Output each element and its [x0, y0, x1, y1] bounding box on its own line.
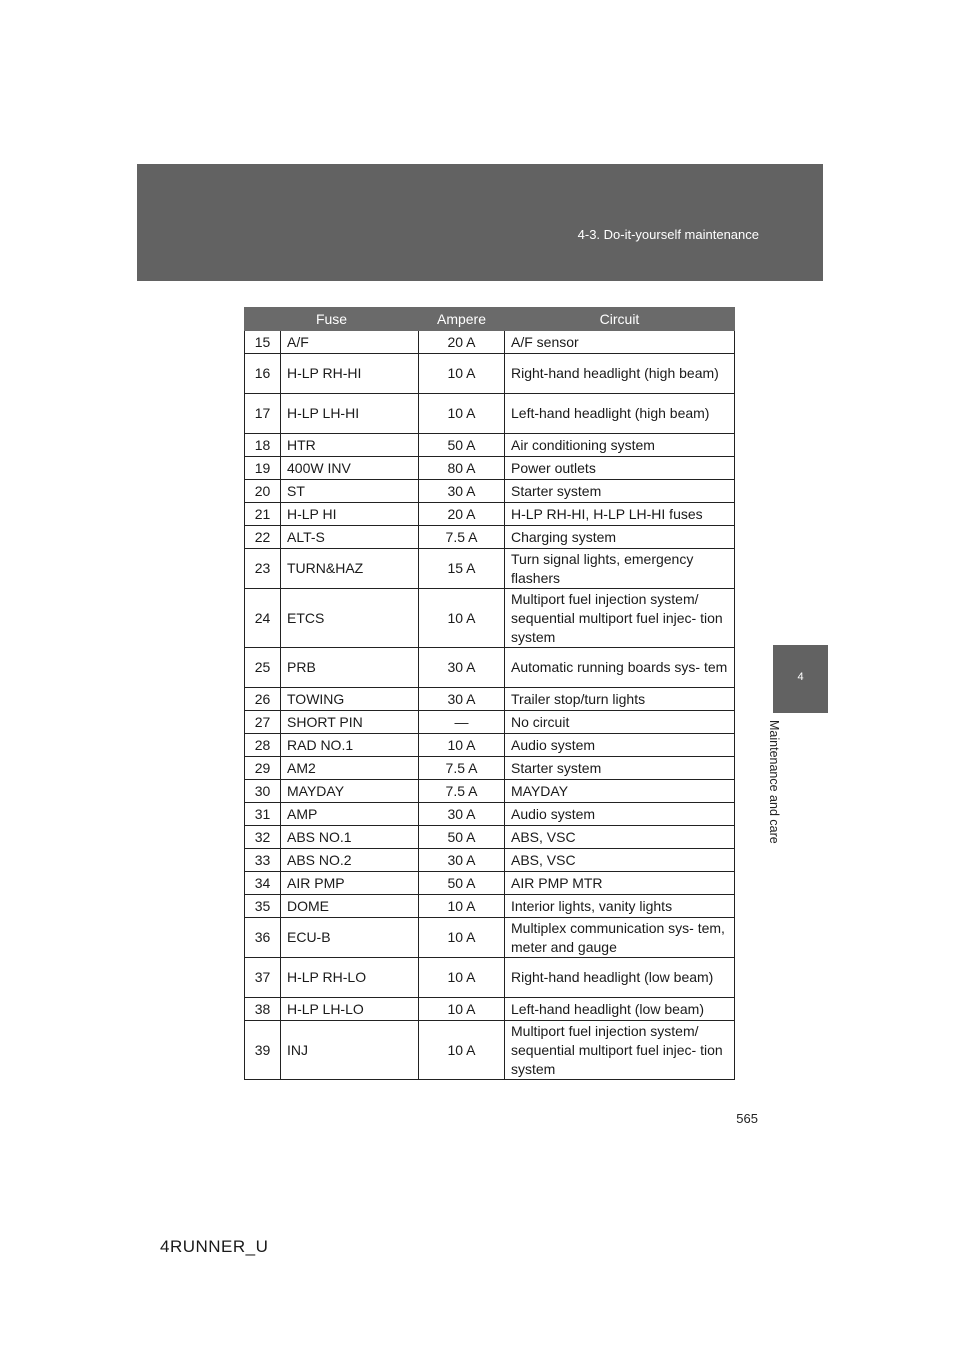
- column-header-fuse: Fuse: [245, 308, 419, 331]
- table-row: [245, 549, 735, 589]
- ampere-cell: 20 A: [419, 503, 505, 526]
- fuse-number-cell: 39: [245, 1021, 281, 1080]
- ampere-cell: 80 A: [419, 457, 505, 480]
- circuit-cell: Multiplex communication sys- tem, meter and gauge: [505, 918, 735, 958]
- circuit-cell: Automatic running boards sys- tem: [505, 648, 735, 688]
- fuse-number-cell: 24: [245, 589, 281, 648]
- circuit-cell: AIR PMP MTR: [505, 872, 735, 895]
- table-row: [245, 849, 735, 872]
- circuit-cell: Trailer stop/turn lights: [505, 688, 735, 711]
- circuit-cell: Turn signal lights, emergency flashers: [505, 549, 735, 589]
- table-row: [245, 331, 735, 354]
- ampere-cell: 10 A: [419, 895, 505, 918]
- fuse-number-cell: 36: [245, 918, 281, 958]
- ampere-cell: 10 A: [419, 918, 505, 958]
- fuse-name-cell: ST: [281, 480, 419, 503]
- fuse-name-cell: ECU-B: [281, 918, 419, 958]
- fuse-number-cell: 28: [245, 734, 281, 757]
- circuit-cell: Multiport fuel injection system/ sequential multiport fuel injec- tion system: [505, 1021, 735, 1080]
- fuse-number-cell: 21: [245, 503, 281, 526]
- fuse-table-body: [245, 331, 735, 1080]
- fuse-name-cell: TURN&HAZ: [281, 549, 419, 589]
- fuse-name-cell: A/F: [281, 331, 419, 354]
- table-row: [245, 734, 735, 757]
- fuse-number-cell: 16: [245, 354, 281, 394]
- fuse-name-cell: H-LP RH-LO: [281, 958, 419, 998]
- table-row: [245, 1021, 735, 1080]
- ampere-cell: 10 A: [419, 394, 505, 434]
- ampere-cell: —: [419, 711, 505, 734]
- fuse-name-cell: INJ: [281, 1021, 419, 1080]
- fuse-name-cell: RAD NO.1: [281, 734, 419, 757]
- circuit-cell: Starter system: [505, 480, 735, 503]
- fuse-name-cell: ABS NO.2: [281, 849, 419, 872]
- fuse-number-cell: 29: [245, 757, 281, 780]
- circuit-cell: Power outlets: [505, 457, 735, 480]
- table-row: [245, 480, 735, 503]
- fuse-table: [244, 307, 735, 1080]
- fuse-number-cell: 37: [245, 958, 281, 998]
- ampere-cell: 15 A: [419, 549, 505, 589]
- ampere-cell: 50 A: [419, 872, 505, 895]
- table-row: [245, 780, 735, 803]
- table-row: [245, 711, 735, 734]
- table-row: [245, 354, 735, 394]
- table-row: [245, 526, 735, 549]
- table-row: [245, 503, 735, 526]
- ampere-cell: 30 A: [419, 849, 505, 872]
- fuse-name-cell: H-LP RH-HI: [281, 354, 419, 394]
- fuse-name-cell: 400W INV: [281, 457, 419, 480]
- ampere-cell: 10 A: [419, 1021, 505, 1080]
- fuse-number-cell: 27: [245, 711, 281, 734]
- table-row: [245, 589, 735, 648]
- circuit-cell: Multiport fuel injection system/ sequential multiport fuel injec- tion system: [505, 589, 735, 648]
- fuse-name-cell: H-LP LH-LO: [281, 998, 419, 1021]
- header-band: [137, 164, 823, 281]
- table-row: [245, 872, 735, 895]
- ampere-cell: 10 A: [419, 354, 505, 394]
- fuse-name-cell: TOWING: [281, 688, 419, 711]
- fuse-number-cell: 31: [245, 803, 281, 826]
- fuse-name-cell: SHORT PIN: [281, 711, 419, 734]
- column-header-ampere: Ampere: [419, 308, 505, 331]
- table-row: [245, 895, 735, 918]
- table-row: [245, 688, 735, 711]
- fuse-number-cell: 17: [245, 394, 281, 434]
- ampere-cell: 30 A: [419, 688, 505, 711]
- chapter-label: Maintenance and care: [767, 720, 781, 844]
- circuit-cell: ABS, VSC: [505, 826, 735, 849]
- fuse-name-cell: DOME: [281, 895, 419, 918]
- fuse-number-cell: 33: [245, 849, 281, 872]
- table-row: [245, 998, 735, 1021]
- fuse-number-cell: 22: [245, 526, 281, 549]
- fuse-name-cell: MAYDAY: [281, 780, 419, 803]
- table-row: [245, 826, 735, 849]
- table-row: [245, 648, 735, 688]
- table-row: [245, 918, 735, 958]
- fuse-number-cell: 20: [245, 480, 281, 503]
- fuse-number-cell: 15: [245, 331, 281, 354]
- fuse-number-cell: 18: [245, 434, 281, 457]
- table-row: [245, 434, 735, 457]
- circuit-cell: Interior lights, vanity lights: [505, 895, 735, 918]
- fuse-number-cell: 19: [245, 457, 281, 480]
- fuse-number-cell: 25: [245, 648, 281, 688]
- fuse-number-cell: 38: [245, 998, 281, 1021]
- table-row: [245, 757, 735, 780]
- ampere-cell: 50 A: [419, 434, 505, 457]
- table-row: [245, 958, 735, 998]
- circuit-cell: Charging system: [505, 526, 735, 549]
- circuit-cell: A/F sensor: [505, 331, 735, 354]
- fuse-number-cell: 23: [245, 549, 281, 589]
- fuse-name-cell: AMP: [281, 803, 419, 826]
- ampere-cell: 10 A: [419, 998, 505, 1021]
- circuit-cell: ABS, VSC: [505, 849, 735, 872]
- ampere-cell: 10 A: [419, 958, 505, 998]
- circuit-cell: Right-hand headlight (low beam): [505, 958, 735, 998]
- fuse-name-cell: H-LP HI: [281, 503, 419, 526]
- fuse-name-cell: ALT-S: [281, 526, 419, 549]
- ampere-cell: 30 A: [419, 648, 505, 688]
- ampere-cell: 50 A: [419, 826, 505, 849]
- footer-model-code: 4RUNNER_U: [160, 1237, 269, 1256]
- ampere-cell: 30 A: [419, 480, 505, 503]
- fuse-number-cell: 35: [245, 895, 281, 918]
- circuit-cell: Left-hand headlight (low beam): [505, 998, 735, 1021]
- fuse-name-cell: H-LP LH-HI: [281, 394, 419, 434]
- circuit-cell: Audio system: [505, 734, 735, 757]
- fuse-number-cell: 32: [245, 826, 281, 849]
- ampere-cell: 30 A: [419, 803, 505, 826]
- circuit-cell: Right-hand headlight (high beam): [505, 354, 735, 394]
- fuse-name-cell: ETCS: [281, 589, 419, 648]
- column-header-circuit: Circuit: [505, 308, 735, 331]
- chapter-label-wrap: [757, 720, 805, 900]
- section-title: 4-3. Do-it-yourself maintenance: [577, 227, 759, 242]
- fuse-name-cell: HTR: [281, 434, 419, 457]
- fuse-name-cell: AIR PMP: [281, 872, 419, 895]
- circuit-cell: MAYDAY: [505, 780, 735, 803]
- table-row: [245, 394, 735, 434]
- fuse-number-cell: 30: [245, 780, 281, 803]
- circuit-cell: No circuit: [505, 711, 735, 734]
- fuse-name-cell: ABS NO.1: [281, 826, 419, 849]
- circuit-cell: Air conditioning system: [505, 434, 735, 457]
- circuit-cell: Left-hand headlight (high beam): [505, 394, 735, 434]
- page-number: 565: [736, 1111, 758, 1126]
- fuse-name-cell: AM2: [281, 757, 419, 780]
- ampere-cell: 7.5 A: [419, 526, 505, 549]
- table-row: [245, 457, 735, 480]
- chapter-tab: [773, 645, 828, 713]
- circuit-cell: H-LP RH-HI, H-LP LH-HI fuses: [505, 503, 735, 526]
- fuse-number-cell: 26: [245, 688, 281, 711]
- chapter-number: 4: [797, 671, 804, 683]
- circuit-cell: Starter system: [505, 757, 735, 780]
- ampere-cell: 10 A: [419, 734, 505, 757]
- fuse-number-cell: 34: [245, 872, 281, 895]
- table-row: [245, 803, 735, 826]
- table-header-row: [245, 308, 735, 331]
- ampere-cell: 7.5 A: [419, 757, 505, 780]
- ampere-cell: 20 A: [419, 331, 505, 354]
- circuit-cell: Audio system: [505, 803, 735, 826]
- fuse-name-cell: PRB: [281, 648, 419, 688]
- ampere-cell: 7.5 A: [419, 780, 505, 803]
- ampere-cell: 10 A: [419, 589, 505, 648]
